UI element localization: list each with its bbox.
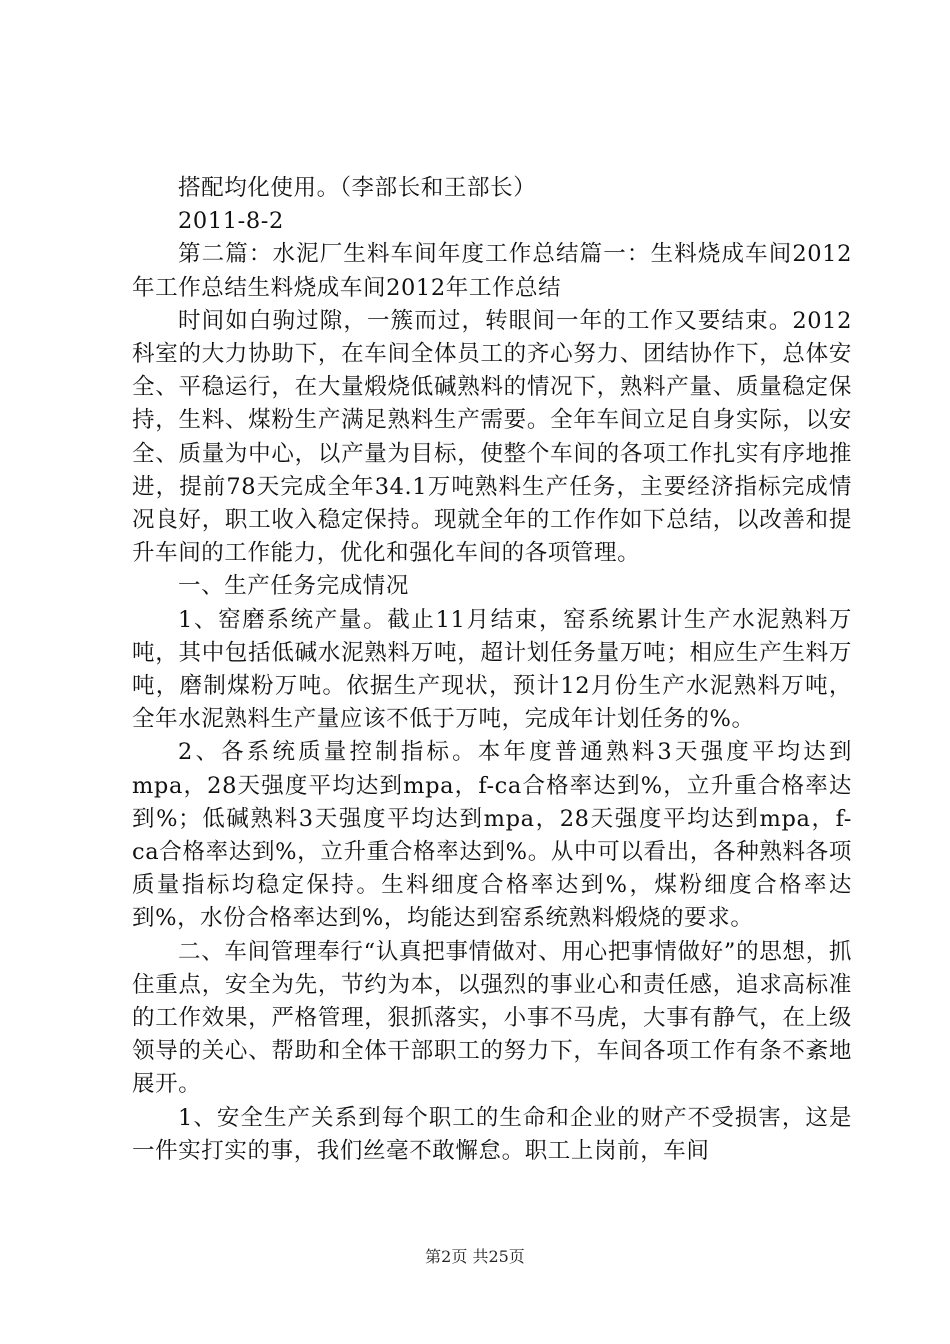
heading-production-tasks: 一、生产任务完成情况 (178, 573, 410, 600)
paragraph-safety: 1、安全生产关系到每个职工的生命和企业的财产不受损害，这是一件实打实的事，我们丝毫不敢懈怠。职工上岗前，车间 (132, 1104, 852, 1164)
paragraph-workshop-management: 二、车间管理奉行“认真把事情做对、用心把事情做好”的思想，抓住重点，安全为先，节约为本，以强烈的事业心和责任感，追求高标准的工作效果，严格管理，狠抓落实，小事不马虎，大事有静气，在上级领导的关心、帮助和全体干部职工的努力下，车间各项工作有条不紊地展开。 (132, 938, 852, 1098)
page-number-footer: 第2页 共25页 (425, 1247, 525, 1266)
paragraph-intro: 时间如白驹过隙，一簇而过，转眼间一年的工作又要结束。2012科室的大力协助下，在车间全体员工的齐心努力、团结协作下，总体安全、平稳运行，在大量煅烧低碱熟料的情况下，熟料产量、质量稳定保持，生料、煤粉生产满足熟料生产需要。全年车间立足自身实际，以安全、质量为中心，以产量为目标，使整个车间的各项工作扎实有序地推进，提前78天完成全年34.1万吨熟料生产任务，主要经济指标完成情况良好，职工收入稳定保持。现就全年的工作作如下总结，以改善和提升车间的工作能力，优化和强化车间的各项管理。 (132, 307, 852, 567)
paragraph-quality-control: 2、各系统质量控制指标。本年度普通熟料3天强度平均达到mpa，28天强度平均达到mpa，f-ca合格率达到%，立升重合格率达到%；低碱熟料3天强度平均达到mpa，28天强度平均达到mpa，f-ca合格率达到%，立升重合格率达到%。从中可以看出，各种熟料各项质量指标均稳定保持。生料细度合格率达到%，煤粉细度合格率达到%，水份合格率达到%，均能达到窑系统熟料煅烧的要求。 (132, 739, 852, 932)
paragraph-kiln-output: 1、窑磨系统产量。截止11月结束，窑系统累计生产水泥熟料万吨，其中包括低碱水泥熟料万吨，超计划任务量万吨；相应生产生料万吨，磨制煤粉万吨。依据生产现状，预计12月份生产水泥熟料万吨，全年水泥熟料生产量应该不低于万吨，完成年计划任务的%。 (132, 606, 852, 733)
paragraph-closing-line: 搭配均化使用。（李部长和王部长） (178, 175, 537, 201)
paragraph-date: 2011-8-2 (178, 208, 284, 235)
document-body (132, 172, 852, 1168)
paragraph-section-title: 第二篇：水泥厂生料车间年度工作总结篇一：生料烧成车间2012年工作总结生料烧成车间2012年工作总结 (132, 241, 852, 301)
